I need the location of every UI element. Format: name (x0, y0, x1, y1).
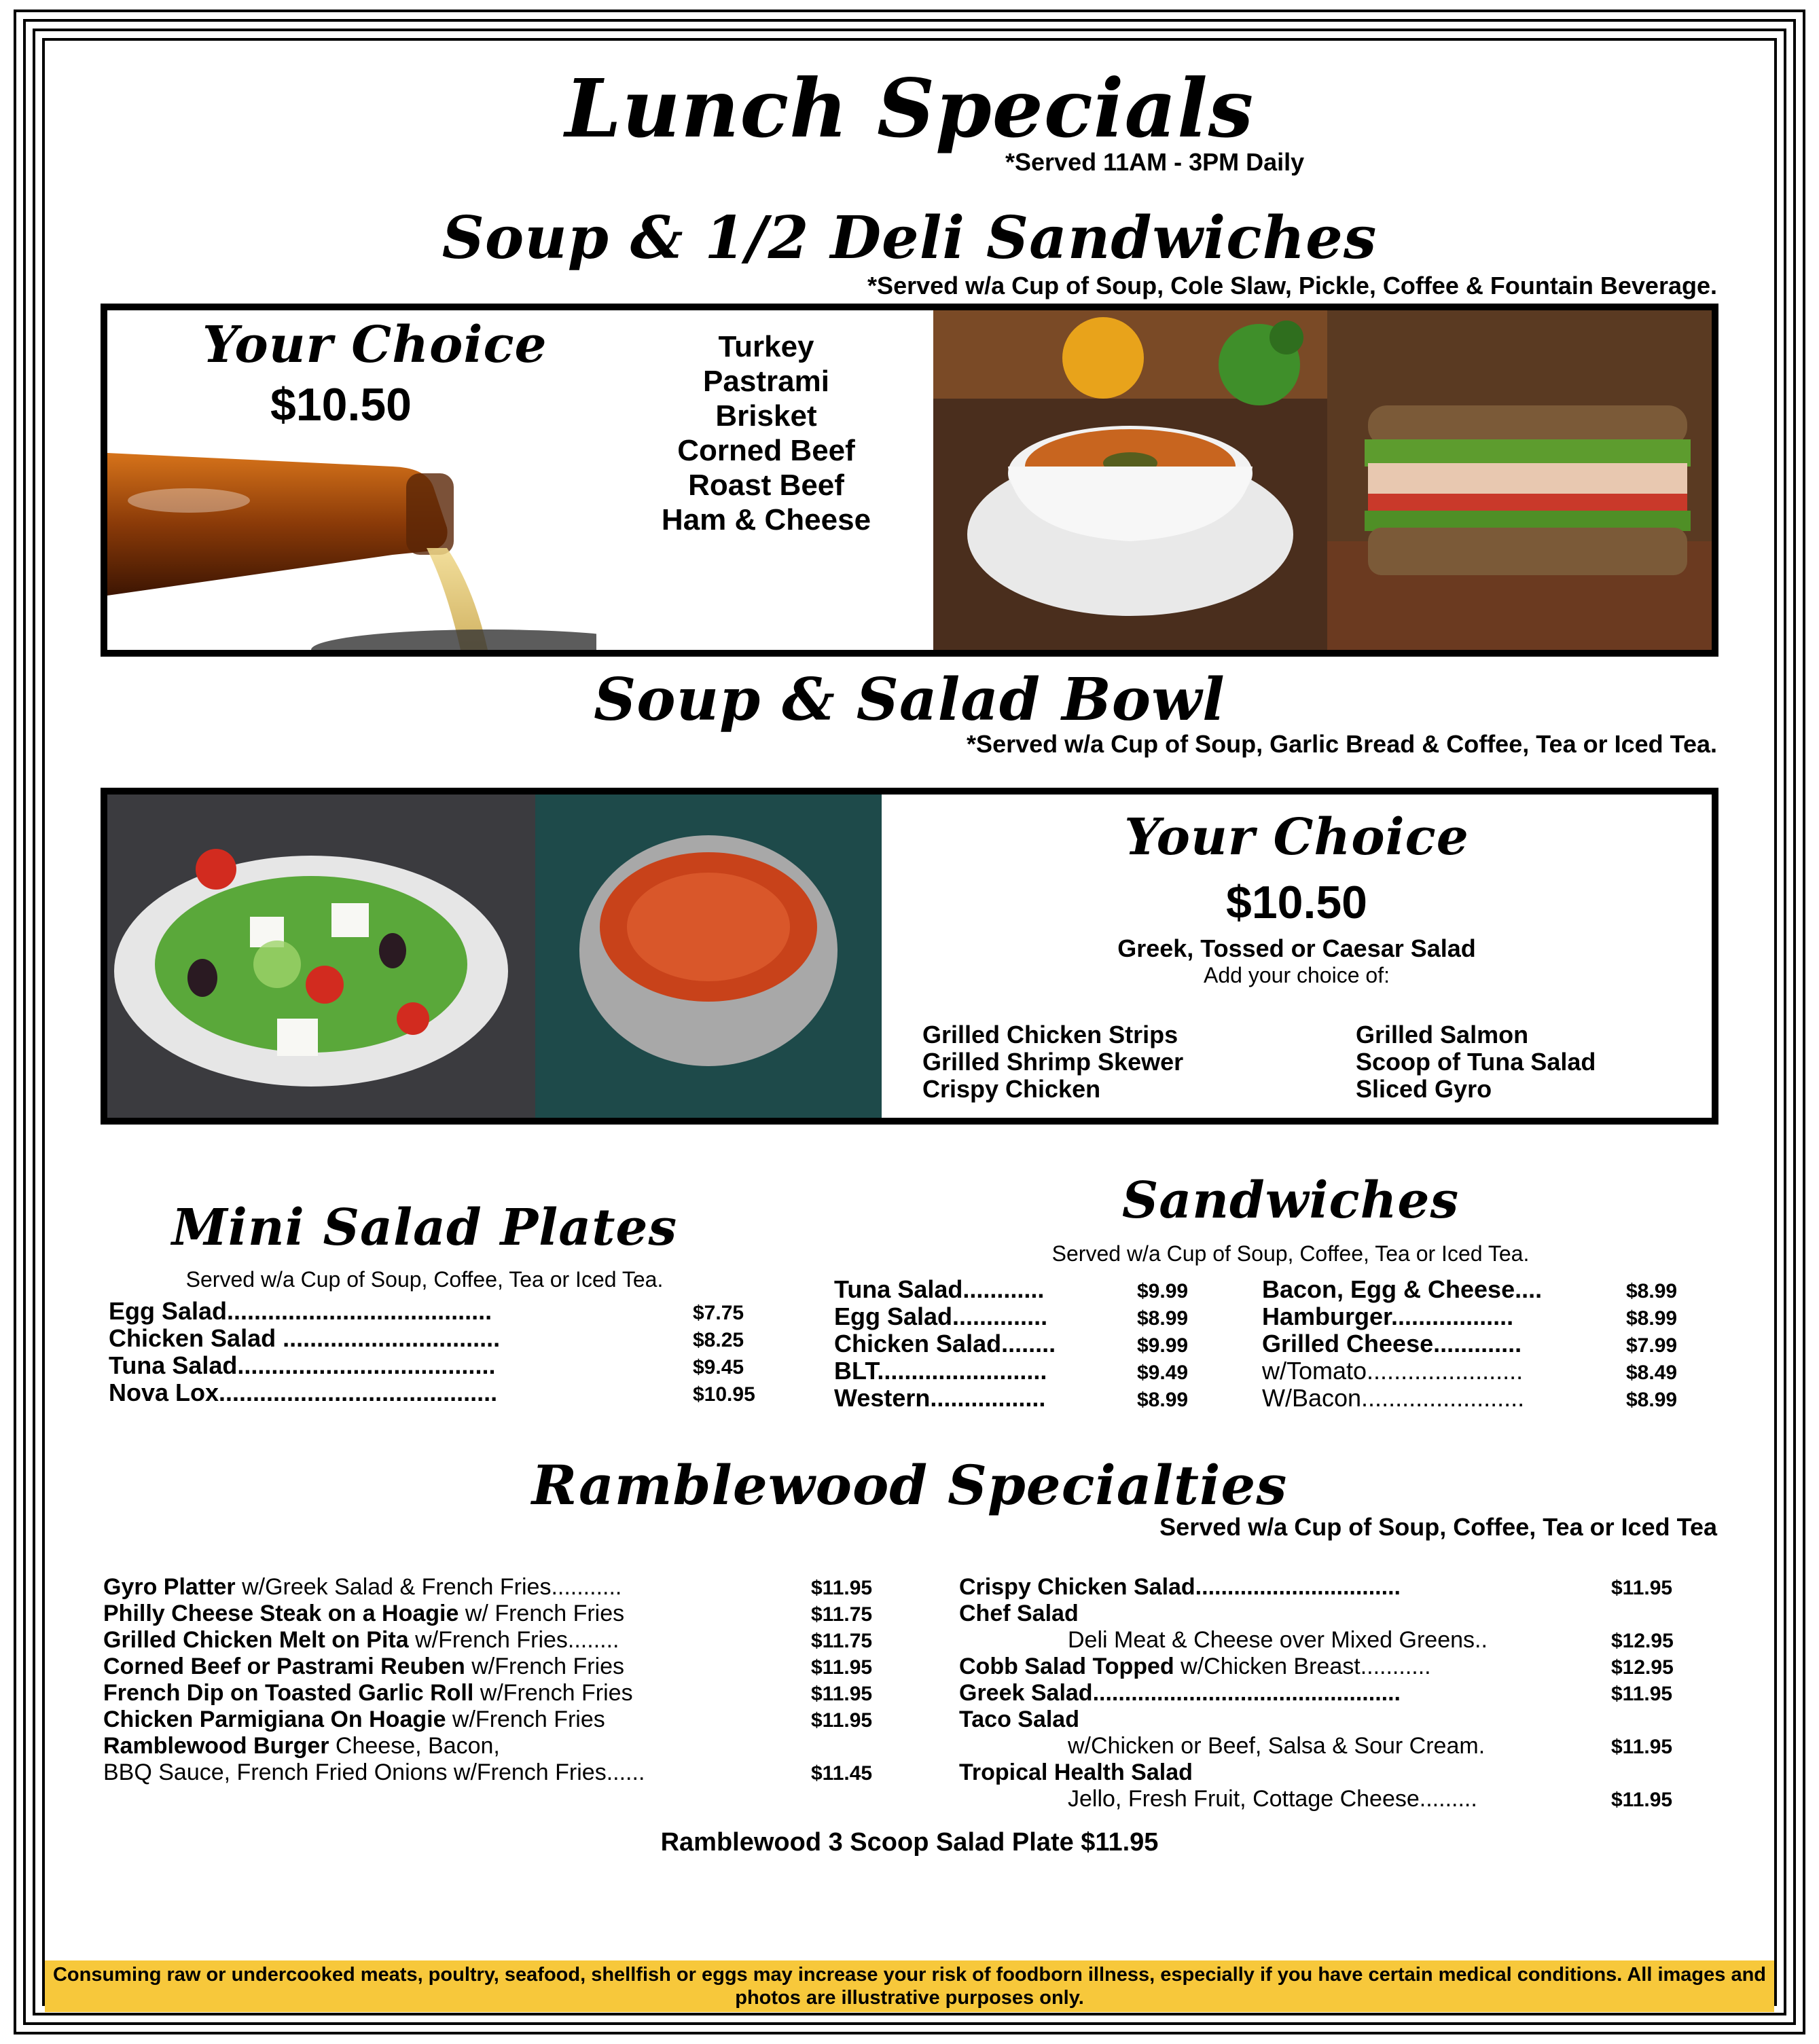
specialties-note: Served w/a Cup of Soup, Coffee, Tea or Iced Tea (1159, 1513, 1717, 1541)
list-item: Chicken Salad ................................ $8.25 (109, 1324, 744, 1352)
list-item: Chicken Salad........ $9.99 (834, 1330, 1189, 1357)
list-item: Egg Salad.............. $8.99 (834, 1302, 1189, 1330)
list-item: Tropical Health Salad (959, 1759, 1193, 1785)
addons-left-list (922, 1021, 1183, 1103)
sandwich-option: Roast Beef (688, 469, 844, 502)
list-item: Grilled Chicken Melt on Pita w/French Fries........ $11.75 (103, 1627, 873, 1653)
list-item: W/Bacon........................ $8.99 (1262, 1384, 1678, 1412)
list-item: BLT......................... $9.49 (834, 1357, 1189, 1385)
list-item: Chef Salad (959, 1601, 1079, 1626)
salad-choices: Greek, Tossed or Caesar Salad (1117, 934, 1476, 962)
sandwich-option: Brisket (715, 399, 817, 433)
list-item: Egg Salad....................................... $7.75 (109, 1297, 744, 1325)
mini-salad-heading: Mini Salad Plates (171, 1199, 678, 1257)
sandwich-option: Turkey (718, 330, 814, 363)
soup-salad-panel (101, 788, 1718, 1125)
soup-deli-panel (101, 304, 1718, 657)
sandwich-option: Corned Beef (677, 434, 855, 467)
list-item: Philly Cheese Steak on a Hoagie w/ French Fries $11.75 (103, 1601, 873, 1626)
list-item: Bacon, Egg & Cheese.... $8.99 (1262, 1275, 1678, 1303)
sandwich-option: Ham & Cheese (661, 503, 871, 536)
list-item: Chicken Parmigiana On Hoagie w/French Fries $11.95 (103, 1707, 873, 1732)
list-item: Deli Meat & Cheese over Mixed Greens.. $12.95 (1068, 1627, 1674, 1653)
list-item: Tuna Salad............ $9.99 (834, 1275, 1189, 1303)
list-item: BBQ Sauce, French Fried Onions w/French Fries...... $11.45 (103, 1759, 873, 1785)
greek-salad-image (107, 795, 535, 1118)
list-item: Taco Salad (959, 1707, 1079, 1732)
list-item: Corned Beef or Pastrami Reuben w/French Fries $11.95 (103, 1654, 873, 1679)
list-item: w/Chicken or Beef, Salsa & Sour Cream. $11.95 (1068, 1733, 1673, 1759)
list-item: w/Tomato....................... $8.49 (1262, 1357, 1678, 1385)
addon-item: Crispy Chicken (922, 1075, 1101, 1103)
list-item: Western................. $8.99 (834, 1384, 1189, 1412)
addon-item: Sliced Gyro (1356, 1075, 1492, 1103)
soup-salad-choice-label: Your Choice (1124, 808, 1469, 866)
soup-salad-note: *Served w/a Cup of Soup, Garlic Bread & Coffee, Tea or Iced Tea. (967, 730, 1717, 758)
specialties-heading: Ramblewood Specialties (531, 1453, 1288, 1517)
list-item: Gyro Platter w/Greek Salad & French Fries........... $11.95 (103, 1574, 873, 1600)
footer-warning: Consuming raw or undercooked meats, poultry, seafood, shellfish or eggs may increase your risk of foodborn illness, especially if you have certain medical conditions. All images and photos are illustrative purposes only. (45, 1960, 1774, 2012)
add-choice-label: Add your choice of: (1204, 963, 1390, 987)
list-item: Hamburger.................. $8.99 (1262, 1302, 1678, 1330)
soup-bowl-image (933, 310, 1327, 650)
page-title: Lunch Specials (564, 61, 1255, 156)
sandwich-option: Pastrami (703, 365, 829, 398)
list-item: Ramblewood Burger Cheese, Bacon, (103, 1733, 500, 1759)
addon-item: Grilled Salmon (1356, 1021, 1529, 1048)
soup-deli-choice-label: Your Choice (202, 316, 547, 374)
addons-right-list (1356, 1021, 1596, 1103)
sandwiches-heading: Sandwiches (1121, 1171, 1460, 1230)
beer-bottle-image (107, 426, 596, 650)
list-item: Grilled Cheese............. $7.99 (1262, 1330, 1678, 1357)
list-item: Jello, Fresh Fruit, Cottage Cheese......... $11.95 (1068, 1786, 1673, 1812)
list-item: Greek Salad................................................ $11.95 (959, 1680, 1673, 1706)
mini-salad-note: Served w/a Cup of Soup, Coffee, Tea or Iced Tea. (185, 1267, 664, 1292)
addon-item: Scoop of Tuna Salad (1356, 1048, 1596, 1076)
deli-sandwich-image (1327, 310, 1718, 650)
sandwiches-note: Served w/a Cup of Soup, Coffee, Tea or Iced Tea. (1051, 1241, 1530, 1266)
list-item: Nova Lox......................................... $10.95 (109, 1379, 755, 1406)
list-item: Crispy Chicken Salad................................ $11.95 (959, 1574, 1673, 1600)
soup-deli-heading: Soup & 1/2 Deli Sandwiches (442, 204, 1377, 272)
soup-deli-sandwich-list (596, 329, 936, 537)
addon-item: Grilled Shrimp Skewer (922, 1048, 1184, 1076)
scoop-salad-plate: Ramblewood 3 Scoop Salad Plate $11.95 (660, 1828, 1159, 1857)
soup-salad-heading: Soup & Salad Bowl (594, 665, 1225, 734)
list-item: French Dip on Toasted Garlic Roll w/French Fries $11.95 (103, 1680, 873, 1706)
soup-deli-note: *Served w/a Cup of Soup, Cole Slaw, Pickle, Coffee & Fountain Beverage. (867, 272, 1717, 299)
list-item: Cobb Salad Topped w/Chicken Breast........... $12.95 (959, 1654, 1674, 1679)
tomato-soup-image (535, 795, 882, 1118)
list-item: Tuna Salad...................................... $9.45 (109, 1351, 744, 1379)
soup-deli-price: $10.50 (270, 379, 412, 431)
soup-salad-price: $10.50 (1226, 877, 1367, 928)
served-time-note: *Served 11AM - 3PM Daily (1005, 148, 1305, 176)
addon-item: Grilled Chicken Strips (922, 1021, 1178, 1048)
